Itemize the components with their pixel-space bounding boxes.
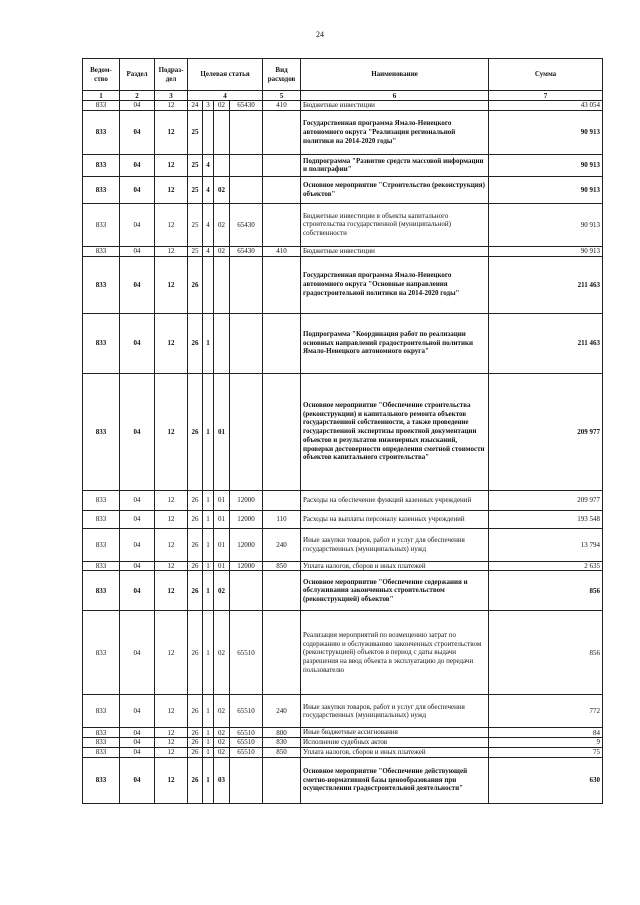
name-cell: Расходы на выплаты персоналу казенных учреждений	[301, 510, 489, 528]
subsection-cell: 12	[155, 695, 188, 728]
target-program-cell: 26	[188, 490, 203, 510]
ministry-cell: 833	[83, 154, 120, 176]
target-event-cell: 01	[214, 373, 230, 490]
expense-type-cell: 850	[263, 747, 301, 757]
subsection-cell: 12	[155, 256, 188, 313]
header-row	[83, 59, 603, 91]
name-cell: Исполнение судебных актов	[301, 738, 489, 748]
table-row	[83, 110, 603, 154]
section-cell: 04	[120, 738, 155, 748]
target-direction-cell	[230, 757, 263, 803]
target-subprogram-cell: 1	[203, 757, 214, 803]
target-direction-cell	[230, 373, 263, 490]
target-program-cell: 24	[188, 101, 203, 111]
section-cell: 04	[120, 757, 155, 803]
sum-cell: 211 463	[489, 256, 603, 313]
ministry-cell: 833	[83, 561, 120, 571]
name-cell: Бюджетные инвестиции	[301, 246, 489, 256]
name-cell: Основное мероприятие "Обеспечение действующей сметно-нормативной базы ценообразования при осуществлении градостроительной деятельности"	[301, 757, 489, 803]
sum-cell: 211 463	[489, 313, 603, 373]
index-cell: 7	[489, 91, 603, 101]
sum-cell: 90 913	[489, 110, 603, 154]
target-direction-cell: 65510	[230, 747, 263, 757]
expense-type-cell	[263, 313, 301, 373]
section-cell: 04	[120, 101, 155, 111]
target-direction-cell: 12000	[230, 490, 263, 510]
sum-cell: 630	[489, 757, 603, 803]
index-cell: 3	[155, 91, 188, 101]
target-program-cell: 26	[188, 256, 203, 313]
target-event-cell: 01	[214, 510, 230, 528]
header-subsection: Подраз-дел	[155, 59, 188, 91]
expense-type-cell	[263, 611, 301, 695]
section-cell: 04	[120, 490, 155, 510]
target-program-cell: 26	[188, 738, 203, 748]
subsection-cell: 12	[155, 738, 188, 748]
subsection-cell: 12	[155, 110, 188, 154]
target-event-cell	[214, 256, 230, 313]
target-subprogram-cell: 3	[203, 101, 214, 111]
subsection-cell: 12	[155, 747, 188, 757]
subsection-cell: 12	[155, 373, 188, 490]
index-cell: 4	[188, 91, 263, 101]
page-number: 24	[316, 30, 324, 39]
target-direction-cell: 65510	[230, 611, 263, 695]
subsection-cell: 12	[155, 528, 188, 561]
target-event-cell: 02	[214, 695, 230, 728]
ministry-cell: 833	[83, 611, 120, 695]
expense-type-cell: 830	[263, 738, 301, 748]
section-cell: 04	[120, 154, 155, 176]
target-subprogram-cell: 1	[203, 490, 214, 510]
target-event-cell: 02	[214, 747, 230, 757]
table-row	[83, 571, 603, 611]
ministry-cell: 833	[83, 110, 120, 154]
sum-cell: 9	[489, 738, 603, 748]
target-subprogram-cell: 4	[203, 203, 214, 246]
expense-type-cell: 850	[263, 561, 301, 571]
name-cell: Подпрограмма "Развитие средств массовой информации и полиграфии"	[301, 154, 489, 176]
ministry-cell: 833	[83, 256, 120, 313]
expense-type-cell	[263, 203, 301, 246]
target-subprogram-cell: 4	[203, 154, 214, 176]
target-event-cell: 02	[214, 738, 230, 748]
sum-cell: 13 794	[489, 528, 603, 561]
subsection-cell: 12	[155, 728, 188, 738]
target-program-cell: 26	[188, 695, 203, 728]
header-name: Наименование	[301, 59, 489, 91]
target-program-cell: 26	[188, 747, 203, 757]
index-row	[83, 91, 603, 101]
budget-table	[82, 58, 603, 804]
target-subprogram-cell: 1	[203, 528, 214, 561]
sum-cell: 90 913	[489, 203, 603, 246]
section-cell: 04	[120, 256, 155, 313]
section-cell: 04	[120, 728, 155, 738]
section-cell: 04	[120, 246, 155, 256]
table-row	[83, 561, 603, 571]
sum-cell: 772	[489, 695, 603, 728]
expense-type-cell: 240	[263, 528, 301, 561]
ministry-cell: 833	[83, 571, 120, 611]
target-subprogram-cell: 1	[203, 611, 214, 695]
ministry-cell: 833	[83, 728, 120, 738]
sum-cell: 856	[489, 571, 603, 611]
ministry-cell: 833	[83, 101, 120, 111]
expense-type-cell	[263, 373, 301, 490]
target-program-cell: 25	[188, 203, 203, 246]
target-program-cell: 25	[188, 154, 203, 176]
subsection-cell: 12	[155, 611, 188, 695]
name-cell: Иные бюджетные ассигнования	[301, 728, 489, 738]
subsection-cell: 12	[155, 510, 188, 528]
section-cell: 04	[120, 176, 155, 203]
target-program-cell: 26	[188, 510, 203, 528]
sum-cell: 2 635	[489, 561, 603, 571]
name-cell: Подпрограмма "Координация работ по реализации основных направлений градостроительной политики Ямало-Ненецкого автономного округа"	[301, 313, 489, 373]
expense-type-cell	[263, 571, 301, 611]
section-cell: 04	[120, 313, 155, 373]
target-direction-cell: 65430	[230, 203, 263, 246]
target-direction-cell: 65430	[230, 246, 263, 256]
expense-type-cell: 410	[263, 101, 301, 111]
sum-cell: 43 054	[489, 101, 603, 111]
table-row	[83, 203, 603, 246]
ministry-cell: 833	[83, 757, 120, 803]
name-cell: Государственная программа Ямало-Ненецкого автономного округа "Основные направления градостроительной политики на 2014-2020 годы"	[301, 256, 489, 313]
sum-cell: 193 548	[489, 510, 603, 528]
index-cell: 2	[120, 91, 155, 101]
section-cell: 04	[120, 528, 155, 561]
ministry-cell: 833	[83, 176, 120, 203]
target-subprogram-cell: 1	[203, 373, 214, 490]
expense-type-cell: 800	[263, 728, 301, 738]
target-program-cell: 26	[188, 757, 203, 803]
expense-type-cell: 240	[263, 695, 301, 728]
table-row	[83, 510, 603, 528]
expense-type-cell	[263, 110, 301, 154]
target-direction-cell	[230, 571, 263, 611]
subsection-cell: 12	[155, 490, 188, 510]
target-program-cell: 26	[188, 611, 203, 695]
table-row	[83, 728, 603, 738]
subsection-cell: 12	[155, 176, 188, 203]
target-direction-cell	[230, 256, 263, 313]
target-subprogram-cell: 1	[203, 561, 214, 571]
subsection-cell: 12	[155, 571, 188, 611]
target-event-cell: 02	[214, 246, 230, 256]
sum-cell: 90 913	[489, 154, 603, 176]
ministry-cell: 833	[83, 695, 120, 728]
section-cell: 04	[120, 611, 155, 695]
sum-cell: 856	[489, 611, 603, 695]
target-direction-cell: 12000	[230, 528, 263, 561]
table-row	[83, 313, 603, 373]
name-cell: Бюджетные инвестиции	[301, 101, 489, 111]
target-subprogram-cell: 4	[203, 176, 214, 203]
target-subprogram-cell: 1	[203, 747, 214, 757]
name-cell: Иные закупки товаров, работ и услуг для обеспечения государственных (муниципальных) нужд	[301, 528, 489, 561]
target-event-cell	[214, 313, 230, 373]
target-event-cell	[214, 154, 230, 176]
ministry-cell: 833	[83, 738, 120, 748]
table-row	[83, 256, 603, 313]
table-row	[83, 101, 603, 111]
subsection-cell: 12	[155, 561, 188, 571]
target-direction-cell	[230, 313, 263, 373]
target-subprogram-cell: 1	[203, 695, 214, 728]
target-event-cell: 02	[214, 101, 230, 111]
header-target: Целевая статья	[188, 59, 263, 91]
target-program-cell: 26	[188, 728, 203, 738]
expense-type-cell	[263, 256, 301, 313]
target-direction-cell: 65430	[230, 101, 263, 111]
sum-cell: 90 913	[489, 176, 603, 203]
target-direction-cell: 65510	[230, 728, 263, 738]
target-event-cell: 02	[214, 176, 230, 203]
target-subprogram-cell: 1	[203, 510, 214, 528]
target-program-cell: 26	[188, 528, 203, 561]
ministry-cell: 833	[83, 246, 120, 256]
header-section: Раздел	[120, 59, 155, 91]
ministry-cell: 833	[83, 490, 120, 510]
subsection-cell: 12	[155, 101, 188, 111]
ministry-cell: 833	[83, 313, 120, 373]
name-cell: Реализация мероприятий по возмещению затрат по содержанию и обслуживанию законченных строительством (реконструкцией) объектов в период с даты выдачи разрешения на ввод объекта в эксплуатацию до передачи пользователю	[301, 611, 489, 695]
section-cell: 04	[120, 747, 155, 757]
name-cell: Основное мероприятие "Строительство (реконструкция) объектов"	[301, 176, 489, 203]
target-subprogram-cell: 4	[203, 246, 214, 256]
target-subprogram-cell: 1	[203, 738, 214, 748]
table-body	[83, 101, 603, 804]
header-ministry: Ведом-ство	[83, 59, 120, 91]
table-row	[83, 738, 603, 748]
index-cell: 6	[301, 91, 489, 101]
name-cell: Иные закупки товаров, работ и услуг для обеспечения государственных (муниципальных) нужд	[301, 695, 489, 728]
target-direction-cell: 12000	[230, 561, 263, 571]
table-row	[83, 154, 603, 176]
sum-cell: 75	[489, 747, 603, 757]
target-program-cell: 25	[188, 176, 203, 203]
target-direction-cell: 12000	[230, 510, 263, 528]
subsection-cell: 12	[155, 154, 188, 176]
target-program-cell: 26	[188, 561, 203, 571]
name-cell: Уплата налогов, сборов и иных платежей	[301, 561, 489, 571]
table-row	[83, 490, 603, 510]
target-direction-cell	[230, 110, 263, 154]
target-event-cell: 03	[214, 757, 230, 803]
expense-type-cell: 410	[263, 246, 301, 256]
table-row	[83, 528, 603, 561]
sum-cell: 84	[489, 728, 603, 738]
header-sum: Сумма	[489, 59, 603, 91]
expense-type-cell	[263, 176, 301, 203]
section-cell: 04	[120, 203, 155, 246]
target-program-cell: 26	[188, 571, 203, 611]
target-subprogram-cell: 1	[203, 571, 214, 611]
name-cell: Расходы на обеспечение функций казенных учреждений	[301, 490, 489, 510]
name-cell: Государственная программа Ямало-Ненецкого автономного округа "Реализация региональной политики на 2014-2020 годы"	[301, 110, 489, 154]
table-row	[83, 246, 603, 256]
index-cell: 1	[83, 91, 120, 101]
index-cell: 5	[263, 91, 301, 101]
subsection-cell: 12	[155, 246, 188, 256]
target-event-cell: 02	[214, 611, 230, 695]
target-subprogram-cell: 1	[203, 728, 214, 738]
target-program-cell: 25	[188, 246, 203, 256]
sum-cell: 90 913	[489, 246, 603, 256]
target-direction-cell	[230, 176, 263, 203]
sum-cell: 209 977	[489, 373, 603, 490]
section-cell: 04	[120, 510, 155, 528]
target-event-cell: 02	[214, 203, 230, 246]
table-row	[83, 747, 603, 757]
name-cell: Бюджетные инвестиции в объекты капитального строительства государственной (муниципальной) собственности	[301, 203, 489, 246]
section-cell: 04	[120, 561, 155, 571]
ministry-cell: 833	[83, 528, 120, 561]
target-event-cell: 01	[214, 490, 230, 510]
header-expense-type: Вид расходов	[263, 59, 301, 91]
target-subprogram-cell	[203, 256, 214, 313]
table-row	[83, 757, 603, 803]
target-program-cell: 26	[188, 313, 203, 373]
subsection-cell: 12	[155, 203, 188, 246]
table-row	[83, 611, 603, 695]
expense-type-cell	[263, 490, 301, 510]
target-event-cell: 02	[214, 728, 230, 738]
section-cell: 04	[120, 695, 155, 728]
name-cell: Основное мероприятие "Обеспечение содержания и обслуживания законченных строительством (реконструкцией) объектов"	[301, 571, 489, 611]
expense-type-cell	[263, 154, 301, 176]
section-cell: 04	[120, 373, 155, 490]
target-direction-cell: 65510	[230, 738, 263, 748]
ministry-cell: 833	[83, 203, 120, 246]
target-subprogram-cell: 1	[203, 313, 214, 373]
subsection-cell: 12	[155, 313, 188, 373]
table-row	[83, 695, 603, 728]
ministry-cell: 833	[83, 373, 120, 490]
expense-type-cell: 110	[263, 510, 301, 528]
target-subprogram-cell	[203, 110, 214, 154]
target-direction-cell	[230, 154, 263, 176]
target-event-cell: 01	[214, 561, 230, 571]
section-cell: 04	[120, 571, 155, 611]
target-program-cell: 25	[188, 110, 203, 154]
target-direction-cell: 65510	[230, 695, 263, 728]
ministry-cell: 833	[83, 510, 120, 528]
table-row	[83, 373, 603, 490]
name-cell: Основное мероприятие "Обеспечение строительства (реконструкции) и капитального ремонта объектов государственной собственности, а также проведение государственной экспертизы проектной документации объектов и результатов инженерных изысканий, проверки достоверности определения сметной стоимости объектов капитального строительства"	[301, 373, 489, 490]
target-event-cell: 02	[214, 571, 230, 611]
section-cell: 04	[120, 110, 155, 154]
target-event-cell: 01	[214, 528, 230, 561]
target-event-cell	[214, 110, 230, 154]
table-row	[83, 176, 603, 203]
subsection-cell: 12	[155, 757, 188, 803]
target-program-cell: 26	[188, 373, 203, 490]
ministry-cell: 833	[83, 747, 120, 757]
expense-type-cell	[263, 757, 301, 803]
sum-cell: 209 977	[489, 490, 603, 510]
name-cell: Уплата налогов, сборов и иных платежей	[301, 747, 489, 757]
